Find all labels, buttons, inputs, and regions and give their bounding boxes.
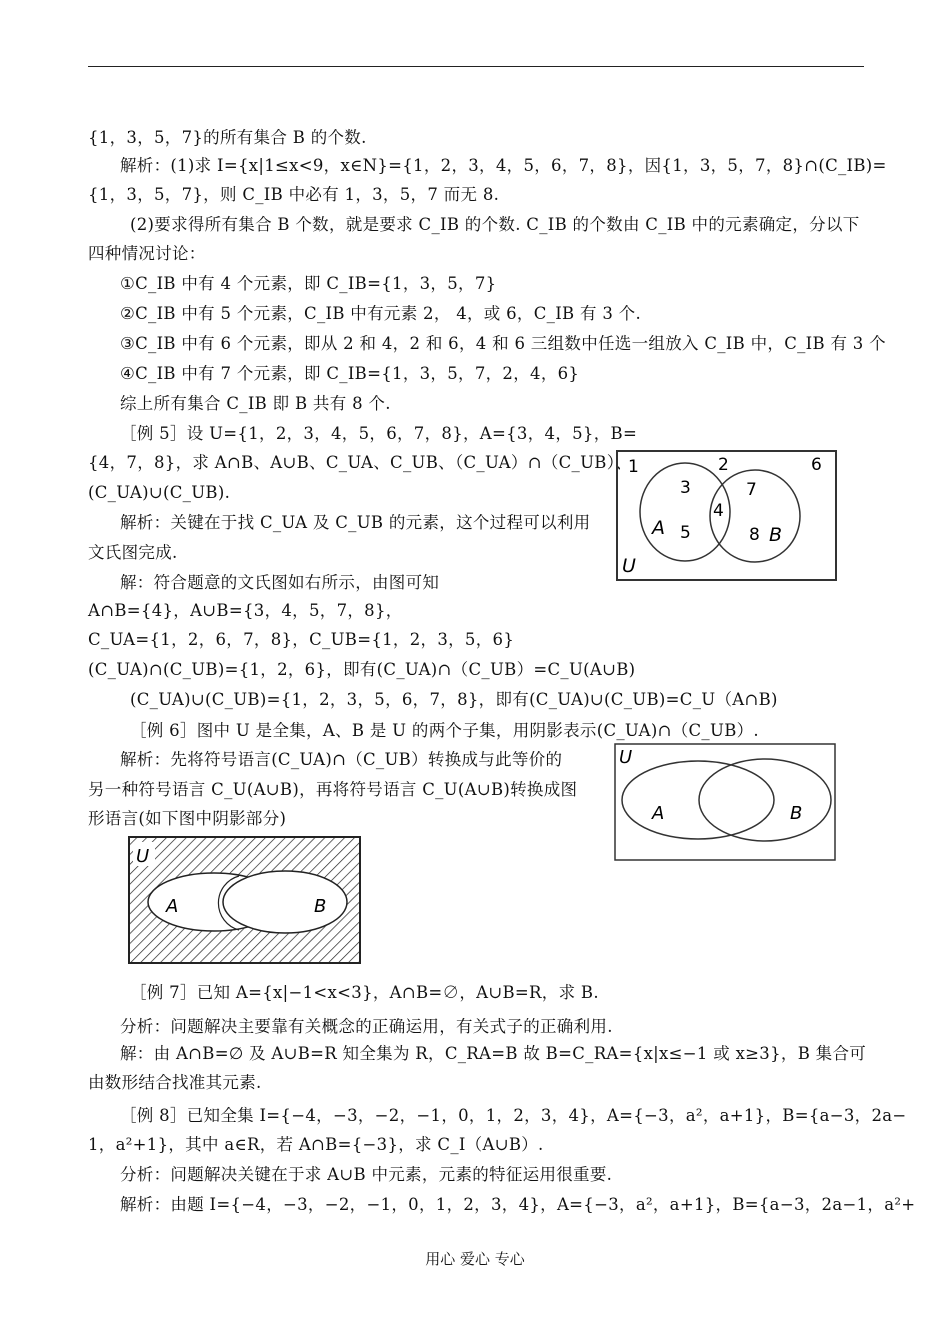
text-line: 解：符合题意的文氏图如右所示，由图可知 [120, 573, 440, 592]
text-line: 解析：由题 I={−4，−3，−2，−1，0，1，2，3，4}，A={−3，a²，a+1}，B={a−3，2a−1，a²+ [120, 1195, 916, 1214]
text-line: 分析：问题解决关键在于求 A∪B 中元素，元素的特征运用很重要. [120, 1165, 613, 1184]
venn1-outside-mid: 2 [718, 455, 729, 475]
venn1-label-a: A [652, 517, 665, 539]
venn1-outside-right: 6 [811, 455, 822, 475]
page-footer: 用心 爱心 专心 [425, 1250, 525, 1268]
text-line: 解析：关键在于找 C_UA 及 C_UB 的元素，这个过程可以利用 [120, 513, 591, 532]
venn3-label-a: A [166, 896, 179, 917]
venn3-label-u: U [136, 846, 150, 867]
text-line: ④C_IB 中有 7 个元素，即 C_IB={1，3，5，7，2，4，6} [120, 364, 580, 383]
venn2-label-a: A [652, 803, 665, 824]
text-line: C_UA={1，2，6，7，8}，C_UB={1，2，3，5，6} [88, 630, 515, 649]
text-line: (2)要求得所有集合 B 个数，就是要求 C_IB 的个数. C_IB 的个数由 C_IB 中的元素确定，分以下 [130, 215, 860, 234]
venn1-a-only-bottom: 5 [680, 523, 691, 543]
venn3-label-b: B [314, 896, 327, 917]
example-6-heading: ［例 6］图中 U 是全集，A、B 是 U 的两个子集，用阴影表示(C_UA)∩（C_UB）. [130, 721, 759, 740]
venn1-label-b: B [769, 524, 783, 546]
text-line: 1，a²+1}，其中 a∈R，若 A∩B={−3}，求 C_I（A∪B）. [88, 1135, 544, 1154]
text-line: 形语言(如下图中阴影部分) [88, 809, 287, 828]
venn-diagram-shaded [128, 836, 362, 966]
text-line: 综上所有集合 C_IB 即 B 共有 8 个. [120, 394, 391, 413]
venn-diagram-example-5 [616, 450, 838, 582]
text-line: ②C_IB 中有 5 个元素，C_IB 中有元素 2， 4，或 6，C_IB 有 3 个. [120, 304, 642, 323]
venn1-b-only-top: 7 [746, 480, 757, 500]
text-line: {1，3，5，7}，则 C_IB 中必有 1，3，5，7 而无 8. [88, 185, 500, 204]
text-line: {4，7，8}，求 A∩B、A∪B、C_UA、C_UB、（C_UA）∩（C_UB）、 [88, 453, 633, 472]
text-line: (C_UA)∪(C_UB)={1，2，3，5，6，7，8}，即有(C_UA)∪(C_UB)=C_U（A∩B) [130, 690, 778, 709]
example-8-heading: ［例 8］已知全集 I={−4，−3，−2，−1，0，1，2，3，4}，A={−3，a²，a+1}，B={a−3，2a− [120, 1106, 907, 1125]
text-line: 另一种符号语言 C_U(A∪B)，再将符号语言 C_U(A∪B)转换成图 [88, 780, 578, 799]
text-line: 由数形结合找准其元素. [88, 1073, 262, 1092]
example-5-heading: ［例 5］设 U={1，2，3，4，5，6，7，8}，A={3，4，5}，B= [120, 424, 638, 443]
text-line: {1，3，5，7}的所有集合 B 的个数. [88, 128, 367, 147]
text-line: (C_UA)∩(C_UB)={1，2，6}，即有(C_UA)∩（C_UB）=C_U(A∪B) [88, 660, 636, 679]
text-line: 解：由 A∩B=∅ 及 A∪B=R 知全集为 R，C_RA=B 故 B=C_RA={x|x≤−1 或 x≥3}，B 集合可 [120, 1044, 867, 1063]
text-line: 解析：先将符号语言(C_UA)∩（C_UB）转换成与此等价的 [120, 750, 563, 769]
text-line: A∩B={4}，A∪B={3，4，5，7，8}， [88, 601, 403, 620]
venn2-label-u: U [619, 747, 633, 768]
venn1-outside-left: 1 [628, 457, 639, 477]
text-line: 文氏图完成. [88, 543, 178, 562]
venn2-label-b: B [790, 803, 803, 824]
venn1-label-u: U [622, 555, 636, 577]
venn1-a-only-top: 3 [680, 478, 691, 498]
text-line: (C_UA)∪(C_UB). [88, 483, 231, 502]
text-line: 四种情况讨论： [88, 244, 206, 263]
venn1-b-only-bottom: 8 [749, 525, 760, 545]
venn-diagram-example-6 [614, 743, 837, 863]
text-line: ①C_IB 中有 4 个元素，即 C_IB={1，3，5，7} [120, 274, 497, 293]
text-line: 解析：(1)求 I={x|1≤x<9，x∈N}={1，2，3，4，5，6，7，8}，因{1，3，5，7，8}∩(C_IB)= [120, 156, 887, 175]
text-line: ③C_IB 中有 6 个元素，即从 2 和 4，2 和 6，4 和 6 三组数中任选一组放入 C_IB 中，C_IB 有 3 个 [120, 334, 886, 353]
header-rule [88, 66, 864, 67]
example-7-heading: ［例 7］已知 A={x|−1<x<3}，A∩B=∅，A∪B=R，求 B. [130, 983, 599, 1002]
venn1-intersection: 4 [713, 501, 724, 521]
text-line: 分析：问题解决主要靠有关概念的正确运用，有关式子的正确利用. [120, 1017, 613, 1036]
